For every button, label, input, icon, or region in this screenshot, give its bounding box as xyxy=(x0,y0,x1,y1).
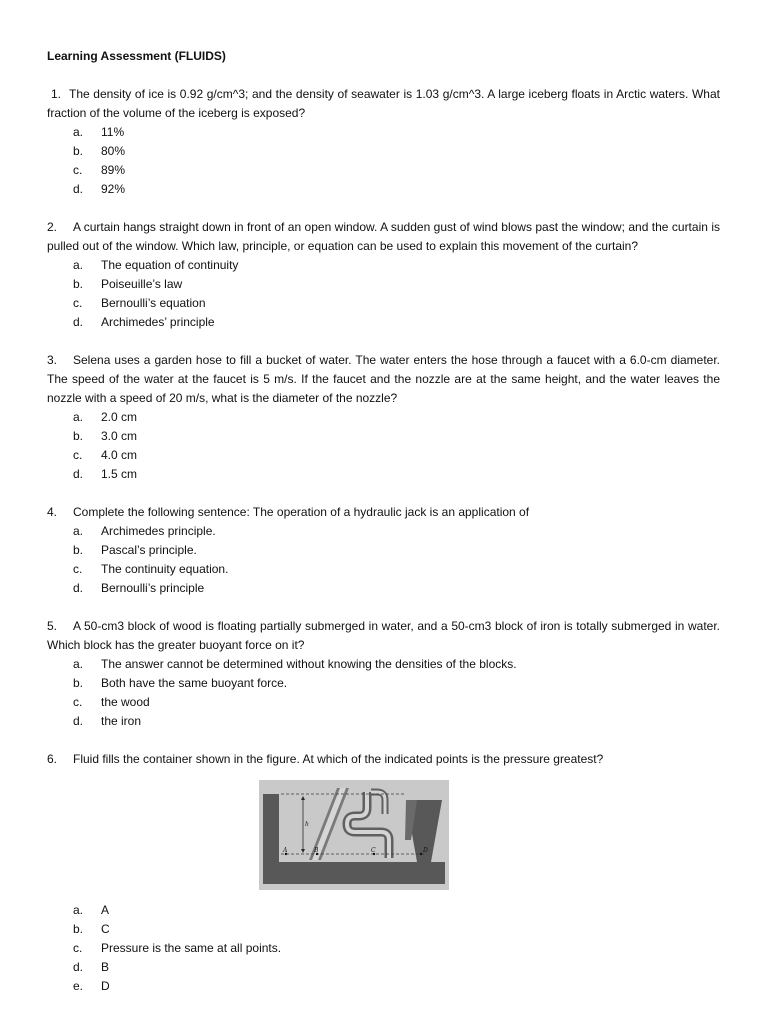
option-item xyxy=(47,920,720,939)
option-letter: d. xyxy=(73,315,84,329)
option-item xyxy=(47,123,720,142)
point-d-marker xyxy=(420,853,422,855)
option-letter: d. xyxy=(73,960,84,974)
question-text: Fluid fills the container shown in the figure. At which of the indicated points is the pressure greatest? xyxy=(73,752,604,766)
option-letter: c. xyxy=(73,296,83,310)
option-text: 89% xyxy=(101,163,126,177)
option-item xyxy=(47,294,720,313)
question-number: 2. xyxy=(47,220,58,234)
option-letter: b. xyxy=(73,429,84,443)
option-text: B xyxy=(101,960,110,974)
option-item xyxy=(47,180,720,199)
option-text: A xyxy=(101,903,110,917)
option-text: Archimedes’ principle xyxy=(101,315,215,329)
question-2 xyxy=(47,218,720,332)
option-letter: a. xyxy=(73,903,84,917)
option-text: 3.0 cm xyxy=(101,429,138,443)
option-letter: b. xyxy=(73,922,84,936)
option-text: The equation of continuity xyxy=(101,258,239,272)
option-text: 11% xyxy=(101,125,125,139)
option-text: Both have the same buoyant force. xyxy=(101,676,288,690)
question-text: A 50-cm3 block of wood is floating partially submerged in water, and a 50-cm3 block of iron is totally submerged in water. Which block has the greater buoyant force on it? xyxy=(47,619,720,652)
option-text: Archimedes principle. xyxy=(101,524,216,538)
option-list xyxy=(47,256,720,332)
option-letter: a. xyxy=(73,258,84,272)
option-letter: a. xyxy=(73,125,84,139)
option-item xyxy=(47,161,720,180)
option-item xyxy=(47,977,720,996)
option-list xyxy=(47,522,720,598)
option-text: Pascal’s principle. xyxy=(101,543,197,557)
point-b-label: B xyxy=(314,847,319,854)
option-letter: d. xyxy=(73,581,84,595)
option-text: 1.5 cm xyxy=(101,467,138,481)
option-item xyxy=(47,958,720,977)
option-item xyxy=(47,693,720,712)
height-label: h xyxy=(305,821,309,828)
option-letter: a. xyxy=(73,524,84,538)
option-item xyxy=(47,674,720,693)
option-item xyxy=(47,560,720,579)
option-text: C xyxy=(101,922,110,936)
pressure-figure xyxy=(259,780,449,890)
point-d-label: D xyxy=(423,847,428,854)
question-number: 6. xyxy=(47,752,58,766)
option-letter: a. xyxy=(73,410,84,424)
document-page xyxy=(47,47,720,1015)
question-number: 3. xyxy=(47,353,58,367)
question-text: A curtain hangs straight down in front of an open window. A sudden gust of wind blows past the window; and the curtain is pulled out of the window. Which law, principle, or equation can be used to explain this movement of the curtain? xyxy=(47,220,720,253)
option-item xyxy=(47,901,720,920)
option-text: 80% xyxy=(101,144,126,158)
option-item xyxy=(47,275,720,294)
option-letter: c. xyxy=(73,941,83,955)
option-text: The answer cannot be determined without knowing the densities of the blocks. xyxy=(101,657,517,671)
question-stem xyxy=(47,617,720,655)
option-text: The continuity equation. xyxy=(101,562,229,576)
option-letter: d. xyxy=(73,467,84,481)
option-item xyxy=(47,427,720,446)
option-text: the wood xyxy=(101,695,150,709)
option-item xyxy=(47,522,720,541)
option-list xyxy=(47,655,720,731)
option-letter: c. xyxy=(73,562,83,576)
option-letter: e. xyxy=(73,979,84,993)
option-text: 4.0 cm xyxy=(101,448,138,462)
question-stem xyxy=(47,85,720,123)
option-item xyxy=(47,408,720,427)
question-number: 5. xyxy=(47,619,58,633)
question-6 xyxy=(47,750,720,996)
option-item xyxy=(47,465,720,484)
option-item xyxy=(47,142,720,161)
option-text: 92% xyxy=(101,182,126,196)
option-letter: b. xyxy=(73,144,84,158)
option-text: Pressure is the same at all points. xyxy=(101,941,282,955)
option-item xyxy=(47,655,720,674)
option-text: Poiseuille’s law xyxy=(101,277,183,291)
point-a-label: A xyxy=(283,847,288,854)
question-5 xyxy=(47,617,720,731)
option-text: Bernoulli’s principle xyxy=(101,581,205,595)
option-text: D xyxy=(101,979,110,993)
question-stem xyxy=(47,750,720,769)
option-letter: c. xyxy=(73,448,83,462)
container-diagram xyxy=(259,780,449,890)
point-c-label: C xyxy=(371,847,376,854)
option-item xyxy=(47,712,720,731)
question-number: 1. xyxy=(51,87,62,101)
option-item xyxy=(47,313,720,332)
option-letter: d. xyxy=(73,182,84,196)
question-3 xyxy=(47,351,720,484)
question-4 xyxy=(47,503,720,598)
option-letter: b. xyxy=(73,676,84,690)
option-letter: d. xyxy=(73,714,84,728)
option-item xyxy=(47,541,720,560)
option-item xyxy=(47,446,720,465)
document-title: Learning Assessment (FLUIDS) xyxy=(47,49,226,63)
option-letter: b. xyxy=(73,277,84,291)
option-item xyxy=(47,939,720,958)
option-list xyxy=(47,408,720,484)
question-text: Complete the following sentence: The operation of a hydraulic jack is an application of xyxy=(73,505,530,519)
option-item xyxy=(47,256,720,275)
option-letter: a. xyxy=(73,657,84,671)
option-text: the iron xyxy=(101,714,142,728)
option-item xyxy=(47,579,720,598)
option-text: 2.0 cm xyxy=(101,410,138,424)
question-stem xyxy=(47,503,720,522)
question-number: 4. xyxy=(47,505,58,519)
option-list xyxy=(47,123,720,199)
question-text: Selena uses a garden hose to fill a bucket of water. The water enters the hose through a faucet with a 6.0-cm diameter. The speed of the water at the faucet is 5 m/s. If the faucet and the nozzle are at the same height, and the water leaves the nozzle with a speed of 20 m/s, what is the diameter of the nozzle? xyxy=(47,353,720,405)
option-letter: c. xyxy=(73,695,83,709)
question-stem xyxy=(47,218,720,256)
question-stem xyxy=(47,351,720,408)
option-letter: c. xyxy=(73,163,83,177)
option-text: Bernoulli’s equation xyxy=(101,296,206,310)
container-base xyxy=(263,862,445,884)
question-text: The density of ice is 0.92 g/cm^3; and the density of seawater is 1.03 g/cm^3. A large iceberg floats in Arctic waters. What fraction of the volume of the iceberg is exposed? xyxy=(47,87,720,120)
option-list xyxy=(47,901,720,996)
option-letter: b. xyxy=(73,543,84,557)
question-1 xyxy=(47,85,720,199)
